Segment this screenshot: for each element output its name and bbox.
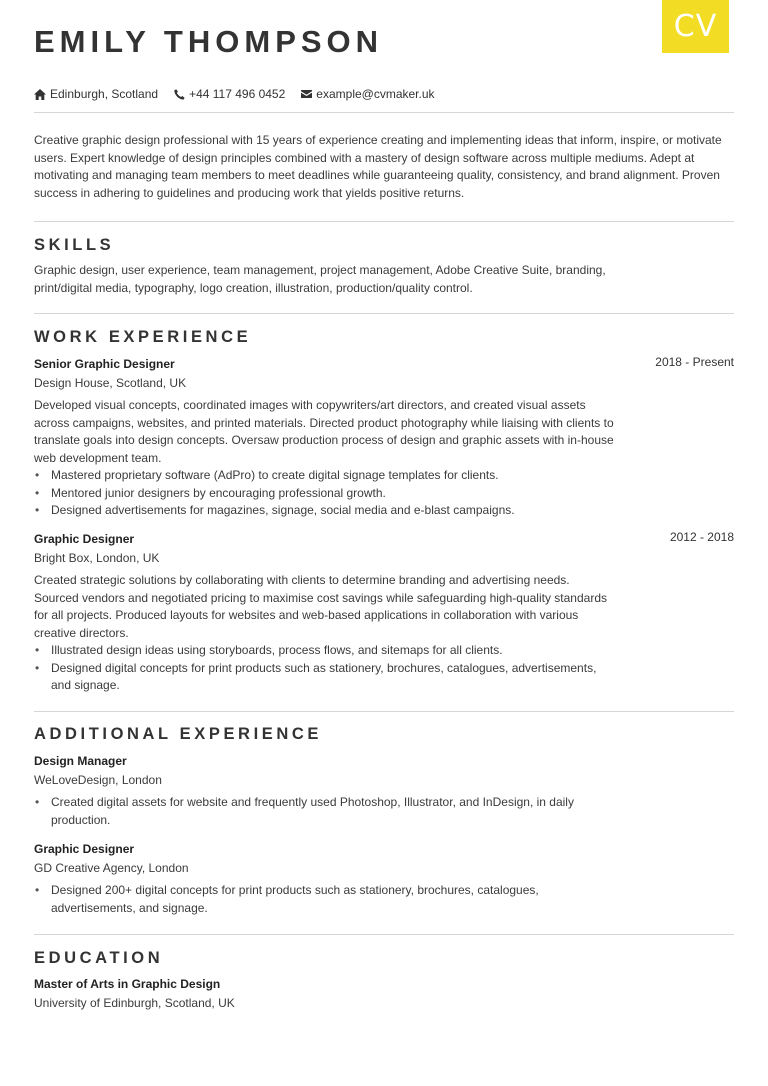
job-title: Senior Graphic Designer xyxy=(34,357,175,371)
job-date: 2018 - Present xyxy=(655,355,734,369)
list-item: • Mastered proprietary software (AdPro) to create digital signage templates for clients. xyxy=(34,467,616,485)
skills-heading: SKILLS xyxy=(34,236,115,254)
job-date: 2012 - 2018 xyxy=(669,530,734,544)
envelope-icon xyxy=(301,90,312,98)
degree-title: Master of Arts in Graphic Design xyxy=(34,977,221,991)
list-item: • Designed 200+ digital concepts for print products such as stationery, brochures, catalogues, advertisements, and signage. xyxy=(34,882,616,917)
job-title: Design Manager xyxy=(34,754,127,768)
job-description: Developed visual concepts, coordinated images with copywriters/art directors, and created visual assets across campaigns, websites, and printed materials. Directed product photography while liaising with clients to translate goals into design concepts. Oversaw production process of design and graphic assets with in-house web development team. xyxy=(34,398,614,465)
achievement-list xyxy=(34,642,616,695)
list-item: • Designed digital concepts for print products such as stationery, brochures, catalogues, advertisements, and signage. xyxy=(34,660,616,695)
phone-icon xyxy=(174,89,185,100)
location-text: Edinburgh, Scotland xyxy=(50,87,159,101)
achievement-list xyxy=(34,794,616,829)
divider xyxy=(34,313,734,314)
divider xyxy=(34,711,734,712)
job-company: WeLoveDesign, London xyxy=(34,773,162,787)
contact-location xyxy=(34,87,158,101)
job-title: Graphic Designer xyxy=(34,842,135,856)
list-item: • Illustrated design ideas using storyboards, process flows, and sitemaps for all clients. xyxy=(34,642,616,660)
divider xyxy=(34,112,734,113)
job-company: Design House, Scotland, UK xyxy=(34,376,187,390)
divider xyxy=(34,934,734,935)
profile-summary: Creative graphic design professional with 15 years of experience creating and implementing ideas that inform, inspire, or motivate users. Expert knowledge of design principles combined with a mastery of design software across multiple mediums. Adept at motivating and managing team members to meet deadlines while guaranteeing quality, consistency, and brand alignment. Proven success in adhering to guidelines and producing work that yields positive returns. xyxy=(34,133,722,200)
job-description: Created strategic solutions by collaborating with clients to determine branding and advertising needs. Sourced vendors and negotiated pricing to maximise cost savings while safeguarding high-quality standards for all projects. Produced layouts for websites and web-based applications in collaboration with various creative directors. xyxy=(34,573,607,640)
achievement-list xyxy=(34,467,616,520)
contact-email xyxy=(301,87,434,101)
work-entry-graphic-designer xyxy=(34,530,734,695)
job-company: GD Creative Agency, London xyxy=(34,861,189,875)
cv-logo-badge: CV xyxy=(662,0,729,53)
list-item: • Created digital assets for website and frequently used Photoshop, Illustrator, and InDesign, in daily production. xyxy=(34,794,616,829)
skills-list: Graphic design, user experience, team management, project management, Adobe Creative Suite, branding, print/digital media, typography, logo creation, illustration, production/quality control. xyxy=(34,263,606,295)
work-entry-senior-graphic-designer xyxy=(34,355,734,520)
school-name: University of Edinburgh, Scotland, UK xyxy=(34,996,235,1010)
work-experience-heading: WORK EXPERIENCE xyxy=(34,328,252,346)
job-title: Graphic Designer xyxy=(34,532,135,546)
contact-bar xyxy=(34,86,435,102)
job-company: Bright Box, London, UK xyxy=(34,551,160,565)
list-item: • Mentored junior designers by encouraging professional growth. xyxy=(34,485,616,503)
additional-experience-heading: ADDITIONAL EXPERIENCE xyxy=(34,725,322,743)
education-heading: EDUCATION xyxy=(34,949,164,967)
additional-entry-design-manager xyxy=(34,752,734,829)
contact-phone xyxy=(174,87,285,101)
education-entry xyxy=(34,975,734,1017)
list-item: • Designed advertisements for magazines, signage, social media and e-blast campaigns. xyxy=(34,502,616,520)
divider xyxy=(34,221,734,222)
candidate-name: EMILY THOMPSON xyxy=(34,24,384,59)
home-icon xyxy=(34,89,46,100)
phone-text[interactable]: +44 117 496 0452 xyxy=(189,87,286,101)
email-text[interactable]: example@cvmaker.uk xyxy=(316,87,435,101)
achievement-list xyxy=(34,882,616,917)
additional-entry-graphic-designer xyxy=(34,840,734,917)
